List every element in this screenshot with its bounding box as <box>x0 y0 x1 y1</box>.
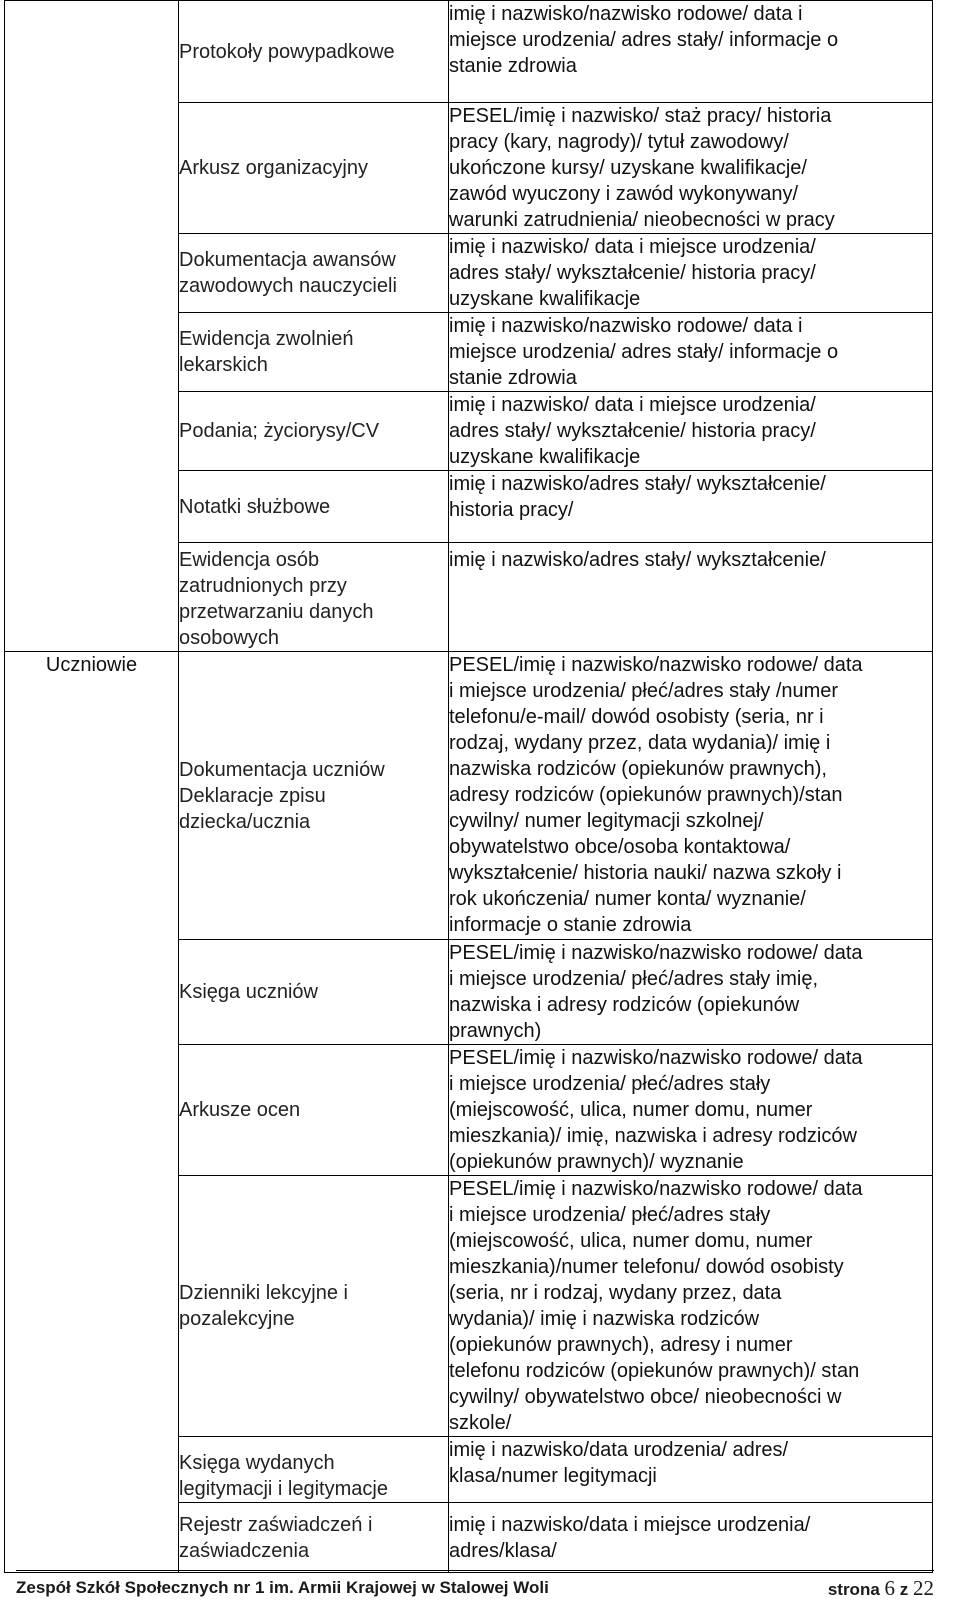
document-name: Protokoły powypadkowe <box>179 1 449 103</box>
data-table <box>4 0 933 1573</box>
document-name: Dokumentacja awansów zawodowych nauczycieli <box>179 234 449 313</box>
data-scope: imię i nazwisko/adres stały/ wykształcenie/ <box>449 543 933 652</box>
footer-rule <box>16 1570 934 1571</box>
data-scope: imię i nazwisko/adres stały/ wykształcenie/ historia pracy/ <box>449 471 933 543</box>
document-name: Podania; życiorysy/CV <box>179 392 449 471</box>
data-scope: PESEL/imię i nazwisko/ staż pracy/ historia pracy (kary, nagrody)/ tytuł zawodowy/ ukończone kursy/ uzyskane kwalifikacje/ zawód wyuczony i zawód wykonywany/ warunki zatrudnienia/ nieobecności w pracy <box>449 103 933 234</box>
data-scope: imię i nazwisko/ data i miejsce urodzenia/ adres stały/ wykształcenie/ historia pracy/ uzyskane kwalifikacje <box>449 392 933 471</box>
data-scope: imię i nazwisko/data urodzenia/ adres/ klasa/numer legitymacji <box>449 1437 933 1503</box>
category-label: Uczniowie <box>45 654 138 676</box>
document-name: Księga uczniów <box>179 940 449 1045</box>
table-row <box>5 652 933 940</box>
document-name: Arkusze ocen <box>179 1045 449 1176</box>
page-number: strona 6 z 22 <box>827 1576 934 1600</box>
document-name: Księga wydanych legitymacji i legitymacje <box>179 1437 449 1503</box>
category-cell <box>5 1 179 652</box>
table-row <box>5 1 933 103</box>
data-scope: imię i nazwisko/nazwisko rodowe/ data i miejsce urodzenia/ adres stały/ informacje o stanie zdrowia <box>449 313 933 392</box>
document-name: Ewidencja osób zatrudnionych przy przetwarzaniu danych osobowych <box>179 543 449 652</box>
data-scope: imię i nazwisko/ data i miejsce urodzenia/ adres stały/ wykształcenie/ historia pracy/ uzyskane kwalifikacje <box>449 234 933 313</box>
document-name: Rejestr zaświadczeń i zaświadczenia <box>179 1503 449 1573</box>
document-name: Dokumentacja uczniów Deklaracje zpisu dziecka/ucznia <box>179 652 449 940</box>
data-scope: imię i nazwisko/data i miejsce urodzenia/ adres/klasa/ <box>449 1503 933 1573</box>
data-scope: PESEL/imię i nazwisko/nazwisko rodowe/ data i miejsce urodzenia/ płeć/adres stały (miejscowość, ulica, numer domu, numer mieszkania)/numer telefonu/ dowód osobisty (seria, nr i rodzaj, wydany przez, data wydania)/ imię i nazwiska rodziców (opiekunów prawnych), adresy i numer telefonu rodziców (opiekunów prawnych)/ stan cywilny/ obywatelstwo obce/ nieobecności w szkole/ <box>449 1176 933 1437</box>
document-name: Ewidencja zwolnień lekarskich <box>179 313 449 392</box>
data-scope: PESEL/imię i nazwisko/nazwisko rodowe/ data i miejsce urodzenia/ płeć/adres stały /numer telefonu/e-mail/ dowód osobisty (seria, nr i rodzaj, wydany przez, data wydania)/ imię i nazwiska rodziców (opiekunów prawnych), adresy rodziców (opiekunów prawnych)/stan cywilny/ numer legitymacji szkolnej/ obywatelstwo obce/osoba kontaktowa/ wykształcenie/ historia nauki/ nazwa szkoły i rok ukończenia/ numer konta/ wyznanie/ informacje o stanie zdrowia <box>449 652 933 940</box>
data-scope: imię i nazwisko/nazwisko rodowe/ data i miejsce urodzenia/ adres stały/ informacje o stanie zdrowia <box>449 1 933 103</box>
data-scope: PESEL/imię i nazwisko/nazwisko rodowe/ data i miejsce urodzenia/ płeć/adres stały imię, nazwiska i adresy rodziców (opiekunów prawnych) <box>449 940 933 1045</box>
footer-school-name: Zespół Szkół Społecznych nr 1 im. Armii Krajowej w Stalowej Woli <box>16 1578 549 1597</box>
document-name: Notatki służbowe <box>179 471 449 543</box>
category-cell <box>5 652 179 1573</box>
document-name: Dzienniki lekcyjne i pozalekcyjne <box>179 1176 449 1437</box>
document-name: Arkusz organizacyjny <box>179 103 449 234</box>
data-scope: PESEL/imię i nazwisko/nazwisko rodowe/ data i miejsce urodzenia/ płeć/adres stały (miejscowość, ulica, numer domu, numer mieszkania)/ imię, nazwiska i adresy rodziców (opiekunów prawnych)/ wyznanie <box>449 1045 933 1176</box>
